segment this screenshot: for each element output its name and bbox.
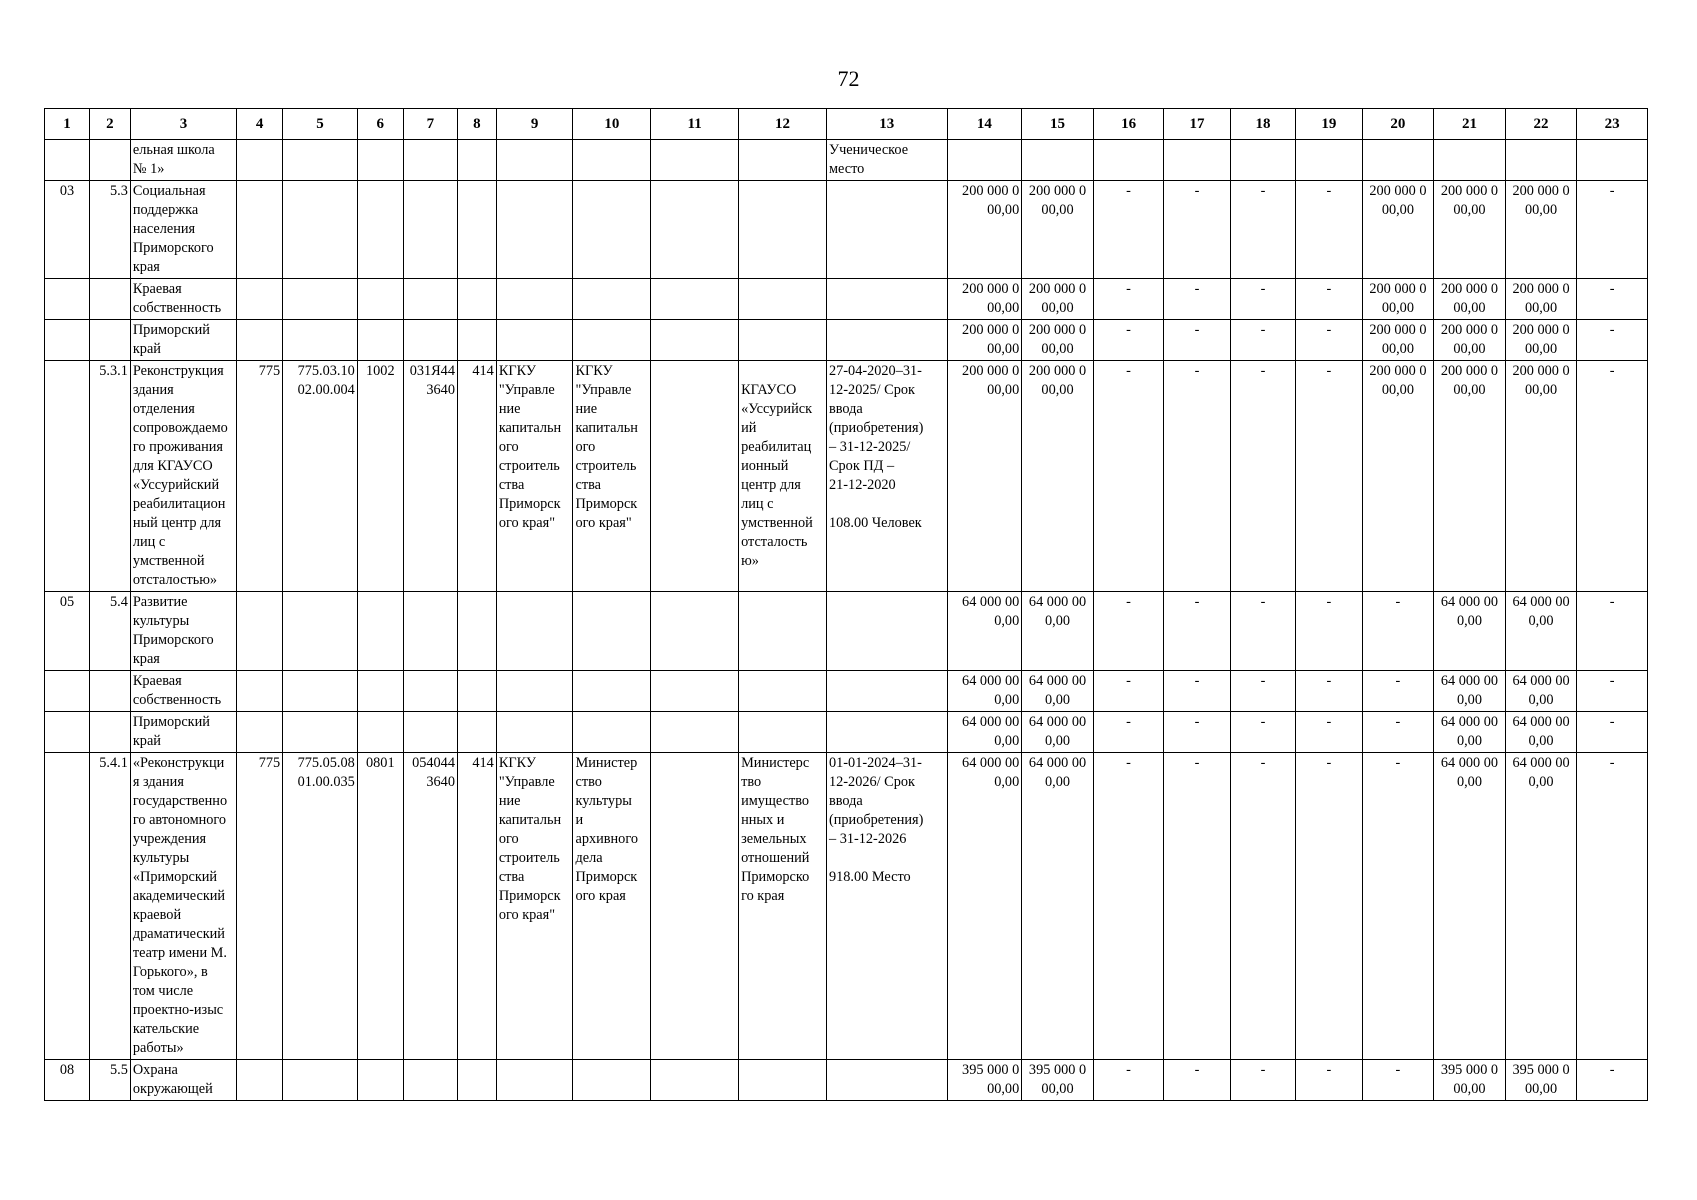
column-header: 11 bbox=[651, 109, 739, 140]
table-cell bbox=[651, 181, 739, 279]
table-cell bbox=[45, 671, 90, 712]
table-cell: 08 bbox=[45, 1060, 90, 1101]
table-cell: 200 000 0 00,00 bbox=[1434, 361, 1506, 592]
table-cell: 200 000 0 00,00 bbox=[1505, 181, 1577, 279]
table-cell bbox=[651, 361, 739, 592]
table-cell: - bbox=[1093, 671, 1164, 712]
table-cell bbox=[237, 671, 283, 712]
table-cell: - bbox=[1296, 279, 1362, 320]
table-cell: Краевая собственность bbox=[130, 671, 236, 712]
table-cell bbox=[283, 320, 358, 361]
table-cell: 200 000 0 00,00 bbox=[1505, 279, 1577, 320]
table-cell: - bbox=[1093, 1060, 1164, 1101]
table-cell bbox=[1022, 140, 1094, 181]
column-header: 5 bbox=[283, 109, 358, 140]
table-cell bbox=[496, 320, 573, 361]
table-cell bbox=[357, 320, 403, 361]
table-cell: КГКУ "Управле ние капитальн ого строитель ства Приморск ого края" bbox=[496, 361, 573, 592]
column-header: 4 bbox=[237, 109, 283, 140]
table-row bbox=[45, 592, 1648, 671]
table-row bbox=[45, 671, 1648, 712]
table-cell: - bbox=[1093, 320, 1164, 361]
table-cell bbox=[651, 592, 739, 671]
table-cell: 775 bbox=[237, 361, 283, 592]
column-header: 2 bbox=[89, 109, 130, 140]
table-cell bbox=[237, 320, 283, 361]
table-cell bbox=[573, 671, 651, 712]
table-cell bbox=[573, 1060, 651, 1101]
table-cell: - bbox=[1362, 753, 1434, 1060]
table-cell: - bbox=[1230, 712, 1295, 753]
column-header: 23 bbox=[1577, 109, 1648, 140]
table-cell bbox=[573, 181, 651, 279]
table-cell bbox=[89, 140, 130, 181]
table-cell bbox=[357, 1060, 403, 1101]
table-cell: 64 000 00 0,00 bbox=[1022, 671, 1094, 712]
table-cell bbox=[826, 592, 947, 671]
table-cell: - bbox=[1296, 592, 1362, 671]
table-cell: - bbox=[1164, 753, 1230, 1060]
table-cell: - bbox=[1164, 592, 1230, 671]
table-cell: 200 000 0 00,00 bbox=[1505, 320, 1577, 361]
table-row bbox=[45, 361, 1648, 592]
table-cell: 200 000 0 00,00 bbox=[947, 361, 1022, 592]
table-cell: - bbox=[1093, 592, 1164, 671]
table-cell bbox=[237, 712, 283, 753]
table-cell bbox=[403, 140, 457, 181]
table-cell bbox=[283, 592, 358, 671]
table-cell: 200 000 0 00,00 bbox=[1022, 320, 1094, 361]
table-cell bbox=[1577, 140, 1648, 181]
table-cell: 64 000 00 0,00 bbox=[947, 592, 1022, 671]
table-cell bbox=[1093, 140, 1164, 181]
table-cell: КГАУСО «Уссурийск ий реабилитац ионный центр для лиц с умственной отсталость ю» bbox=[739, 361, 827, 592]
table-cell bbox=[403, 279, 457, 320]
table-cell: Министерс тво имущество нных и земельных отношений Приморско го края bbox=[739, 753, 827, 1060]
table-cell: - bbox=[1296, 712, 1362, 753]
table-cell bbox=[573, 279, 651, 320]
table-cell bbox=[45, 320, 90, 361]
table-cell bbox=[651, 753, 739, 1060]
table-cell bbox=[237, 1060, 283, 1101]
column-header: 8 bbox=[457, 109, 496, 140]
table-cell: - bbox=[1577, 712, 1648, 753]
table-cell: 5.3.1 bbox=[89, 361, 130, 592]
table-cell bbox=[826, 320, 947, 361]
table-cell bbox=[403, 712, 457, 753]
table-cell: 414 bbox=[457, 753, 496, 1060]
table-cell: 200 000 0 00,00 bbox=[1362, 279, 1434, 320]
table-cell: - bbox=[1296, 1060, 1362, 1101]
table-cell: 200 000 0 00,00 bbox=[1362, 320, 1434, 361]
table-cell: - bbox=[1296, 320, 1362, 361]
table-cell bbox=[457, 320, 496, 361]
table-cell bbox=[237, 181, 283, 279]
table-cell bbox=[45, 279, 90, 320]
column-header: 18 bbox=[1230, 109, 1295, 140]
column-header: 3 bbox=[130, 109, 236, 140]
table-cell bbox=[457, 140, 496, 181]
table-cell: - bbox=[1093, 361, 1164, 592]
table-cell bbox=[237, 140, 283, 181]
table-cell bbox=[1164, 140, 1230, 181]
table-cell bbox=[1296, 140, 1362, 181]
table-cell: Ученическое место bbox=[826, 140, 947, 181]
table-cell: 64 000 00 0,00 bbox=[1022, 753, 1094, 1060]
table-cell: - bbox=[1230, 671, 1295, 712]
table-cell bbox=[1230, 140, 1295, 181]
table-cell: 200 000 0 00,00 bbox=[1434, 279, 1506, 320]
table-cell: 64 000 00 0,00 bbox=[1505, 712, 1577, 753]
table-cell bbox=[89, 671, 130, 712]
budget-table bbox=[44, 108, 1648, 1101]
table-cell: Социальная поддержка населения Приморского края bbox=[130, 181, 236, 279]
column-header: 6 bbox=[357, 109, 403, 140]
table-cell: 05 bbox=[45, 592, 90, 671]
table-cell bbox=[403, 181, 457, 279]
table-cell bbox=[496, 1060, 573, 1101]
table-cell bbox=[739, 1060, 827, 1101]
table-cell: 775.05.08 01.00.035 bbox=[283, 753, 358, 1060]
table-cell bbox=[496, 592, 573, 671]
table-cell: 64 000 00 0,00 bbox=[1434, 671, 1506, 712]
table-cell: 414 bbox=[457, 361, 496, 592]
table-cell: 5.5 bbox=[89, 1060, 130, 1101]
table-cell: - bbox=[1577, 181, 1648, 279]
table-cell: КГКУ "Управле ние капитальн ого строитель ства Приморск ого края" bbox=[573, 361, 651, 592]
table-cell: - bbox=[1230, 181, 1295, 279]
table-cell bbox=[651, 279, 739, 320]
column-header: 7 bbox=[403, 109, 457, 140]
table-cell: - bbox=[1230, 1060, 1295, 1101]
table-cell: - bbox=[1296, 671, 1362, 712]
table-cell: - bbox=[1093, 181, 1164, 279]
table-cell: 395 000 0 00,00 bbox=[947, 1060, 1022, 1101]
table-row bbox=[45, 1060, 1648, 1101]
table-cell: 64 000 00 0,00 bbox=[1022, 592, 1094, 671]
table-cell: Министер ство культуры и архивного дела Приморск ого края bbox=[573, 753, 651, 1060]
table-cell: 64 000 00 0,00 bbox=[1505, 592, 1577, 671]
table-cell: - bbox=[1093, 279, 1164, 320]
table-cell: 5.4.1 bbox=[89, 753, 130, 1060]
table-cell: 200 000 0 00,00 bbox=[947, 320, 1022, 361]
table-cell: - bbox=[1230, 320, 1295, 361]
table-cell: 03 bbox=[45, 181, 90, 279]
table-cell: 5.4 bbox=[89, 592, 130, 671]
table-cell: 64 000 00 0,00 bbox=[1434, 592, 1506, 671]
table-cell bbox=[45, 140, 90, 181]
table-cell: - bbox=[1093, 753, 1164, 1060]
table-cell bbox=[739, 181, 827, 279]
table-cell: - bbox=[1362, 592, 1434, 671]
table-cell: - bbox=[1577, 592, 1648, 671]
table-cell: Развитие культуры Приморского края bbox=[130, 592, 236, 671]
table-cell bbox=[283, 140, 358, 181]
column-header: 21 bbox=[1434, 109, 1506, 140]
column-header: 16 bbox=[1093, 109, 1164, 140]
table-cell bbox=[403, 1060, 457, 1101]
table-cell: 200 000 0 00,00 bbox=[1022, 279, 1094, 320]
table-cell bbox=[457, 1060, 496, 1101]
table-cell: - bbox=[1577, 361, 1648, 592]
table-cell: КГКУ "Управле ние капитальн ого строитель ства Приморск ого края" bbox=[496, 753, 573, 1060]
column-header: 15 bbox=[1022, 109, 1094, 140]
table-cell: 64 000 00 0,00 bbox=[947, 753, 1022, 1060]
table-cell: 01-01-2024–31- 12-2026/ Срок ввода (приобретения) – 31-12-2026 918.00 Место bbox=[826, 753, 947, 1060]
table-cell: 200 000 0 00,00 bbox=[1362, 181, 1434, 279]
table-cell bbox=[1362, 140, 1434, 181]
table-cell bbox=[826, 712, 947, 753]
table-cell bbox=[1505, 140, 1577, 181]
table-cell: 64 000 00 0,00 bbox=[1505, 753, 1577, 1060]
table-row bbox=[45, 181, 1648, 279]
table-cell: - bbox=[1296, 181, 1362, 279]
table-cell: 64 000 00 0,00 bbox=[1022, 712, 1094, 753]
table-cell: 200 000 0 00,00 bbox=[1362, 361, 1434, 592]
table-cell bbox=[357, 181, 403, 279]
table-cell bbox=[496, 712, 573, 753]
table-cell: 200 000 0 00,00 bbox=[947, 181, 1022, 279]
table-cell: 031Я44 3640 bbox=[403, 361, 457, 592]
table-cell: - bbox=[1230, 592, 1295, 671]
table-cell bbox=[283, 279, 358, 320]
table-cell: 775.03.10 02.00.004 bbox=[283, 361, 358, 592]
table-cell: 0801 bbox=[357, 753, 403, 1060]
table-cell bbox=[357, 279, 403, 320]
table-cell bbox=[496, 140, 573, 181]
table-row bbox=[45, 140, 1648, 181]
table-cell: - bbox=[1362, 671, 1434, 712]
table-cell: - bbox=[1362, 712, 1434, 753]
table-cell bbox=[826, 279, 947, 320]
table-cell bbox=[89, 712, 130, 753]
table-row bbox=[45, 712, 1648, 753]
table-cell: Охрана окружающей bbox=[130, 1060, 236, 1101]
table-cell: - bbox=[1164, 712, 1230, 753]
table-cell: - bbox=[1164, 1060, 1230, 1101]
column-header: 9 bbox=[496, 109, 573, 140]
table-cell bbox=[651, 712, 739, 753]
table-cell: - bbox=[1577, 320, 1648, 361]
table-cell bbox=[826, 181, 947, 279]
header-row bbox=[45, 109, 1648, 140]
table-cell: 054044 3640 bbox=[403, 753, 457, 1060]
table-cell bbox=[826, 1060, 947, 1101]
table-cell bbox=[89, 279, 130, 320]
table-cell: - bbox=[1230, 361, 1295, 592]
table-cell bbox=[739, 320, 827, 361]
table-cell: Реконструкция здания отделения сопровождаемо го проживания для КГАУСО «Уссурийский реабилитацион ный центр для лиц с умственной отсталостью» bbox=[130, 361, 236, 592]
table-cell bbox=[45, 712, 90, 753]
table-cell: - bbox=[1164, 361, 1230, 592]
table-cell: 395 000 0 00,00 bbox=[1434, 1060, 1506, 1101]
table-cell bbox=[283, 181, 358, 279]
table-cell: - bbox=[1577, 671, 1648, 712]
table-cell bbox=[403, 592, 457, 671]
table-cell bbox=[45, 753, 90, 1060]
table-cell bbox=[89, 320, 130, 361]
table-cell bbox=[496, 181, 573, 279]
table-cell bbox=[237, 279, 283, 320]
table-cell bbox=[457, 592, 496, 671]
table-cell: 64 000 00 0,00 bbox=[947, 712, 1022, 753]
table-cell: 1002 bbox=[357, 361, 403, 592]
table-cell bbox=[573, 712, 651, 753]
table-cell bbox=[457, 712, 496, 753]
table-cell bbox=[739, 592, 827, 671]
table-cell: Приморский край bbox=[130, 320, 236, 361]
table-cell bbox=[573, 320, 651, 361]
table-cell: 64 000 00 0,00 bbox=[1505, 671, 1577, 712]
column-header: 10 bbox=[573, 109, 651, 140]
table-cell: Краевая собственность bbox=[130, 279, 236, 320]
table-cell: «Реконструкци я здания государственно го автономного учреждения культуры «Приморский академический краевой драматический театр имени М. Горького», в том числе проектно-изыс кательские работы» bbox=[130, 753, 236, 1060]
table-cell bbox=[573, 592, 651, 671]
table-cell bbox=[739, 671, 827, 712]
column-header: 13 bbox=[826, 109, 947, 140]
table-cell: - bbox=[1577, 753, 1648, 1060]
table-cell: 200 000 0 00,00 bbox=[1022, 181, 1094, 279]
table-cell bbox=[357, 592, 403, 671]
table-cell bbox=[237, 592, 283, 671]
table-cell bbox=[357, 140, 403, 181]
table-cell: - bbox=[1164, 279, 1230, 320]
table-cell: 27-04-2020–31- 12-2025/ Срок ввода (приобретения) – 31-12-2025/ Срок ПД – 21-12-2020 108.00 Человек bbox=[826, 361, 947, 592]
table-cell bbox=[357, 712, 403, 753]
table-cell: - bbox=[1577, 1060, 1648, 1101]
table-cell: 64 000 00 0,00 bbox=[947, 671, 1022, 712]
table-cell: - bbox=[1577, 279, 1648, 320]
table-cell bbox=[651, 140, 739, 181]
table-cell bbox=[283, 1060, 358, 1101]
table-cell bbox=[573, 140, 651, 181]
table-cell: 200 000 0 00,00 bbox=[1505, 361, 1577, 592]
table-cell bbox=[739, 140, 827, 181]
table-cell: 200 000 0 00,00 bbox=[1022, 361, 1094, 592]
table-cell: 395 000 0 00,00 bbox=[1022, 1060, 1094, 1101]
column-header: 22 bbox=[1505, 109, 1577, 140]
page-number: 72 bbox=[837, 66, 860, 91]
column-header: 14 bbox=[947, 109, 1022, 140]
table-cell: 200 000 0 00,00 bbox=[1434, 320, 1506, 361]
column-header: 12 bbox=[739, 109, 827, 140]
table-cell bbox=[457, 279, 496, 320]
table-cell bbox=[739, 279, 827, 320]
table-cell: 775 bbox=[237, 753, 283, 1060]
table-cell: - bbox=[1093, 712, 1164, 753]
table-cell: 5.3 bbox=[89, 181, 130, 279]
table-cell: - bbox=[1164, 671, 1230, 712]
table-cell bbox=[283, 712, 358, 753]
table-cell: Приморский край bbox=[130, 712, 236, 753]
table-row bbox=[45, 753, 1648, 1060]
table-cell: 200 000 0 00,00 bbox=[947, 279, 1022, 320]
table-cell bbox=[403, 320, 457, 361]
table-cell bbox=[283, 671, 358, 712]
table-cell bbox=[651, 320, 739, 361]
table-cell: - bbox=[1230, 753, 1295, 1060]
table-cell bbox=[1434, 140, 1506, 181]
table-cell bbox=[496, 671, 573, 712]
table-cell: - bbox=[1296, 753, 1362, 1060]
table-row bbox=[45, 320, 1648, 361]
column-header: 17 bbox=[1164, 109, 1230, 140]
table-cell: 64 000 00 0,00 bbox=[1434, 753, 1506, 1060]
table-cell: 64 000 00 0,00 bbox=[1434, 712, 1506, 753]
table-cell bbox=[651, 671, 739, 712]
table-cell bbox=[651, 1060, 739, 1101]
table-cell: - bbox=[1164, 320, 1230, 361]
column-header: 1 bbox=[45, 109, 90, 140]
table-cell bbox=[357, 671, 403, 712]
table-cell: - bbox=[1362, 1060, 1434, 1101]
table-cell bbox=[403, 671, 457, 712]
table-cell bbox=[45, 361, 90, 592]
table-cell: - bbox=[1164, 181, 1230, 279]
table-cell bbox=[739, 712, 827, 753]
table-cell bbox=[457, 181, 496, 279]
table-cell: 395 000 0 00,00 bbox=[1505, 1060, 1577, 1101]
table-cell: 200 000 0 00,00 bbox=[1434, 181, 1506, 279]
column-header: 19 bbox=[1296, 109, 1362, 140]
column-header: 20 bbox=[1362, 109, 1434, 140]
table-row bbox=[45, 279, 1648, 320]
table-cell bbox=[947, 140, 1022, 181]
table-cell: - bbox=[1230, 279, 1295, 320]
table-cell: - bbox=[1296, 361, 1362, 592]
table-cell bbox=[496, 279, 573, 320]
table-cell bbox=[457, 671, 496, 712]
table-cell: ельная школа № 1» bbox=[130, 140, 236, 181]
table-cell bbox=[826, 671, 947, 712]
